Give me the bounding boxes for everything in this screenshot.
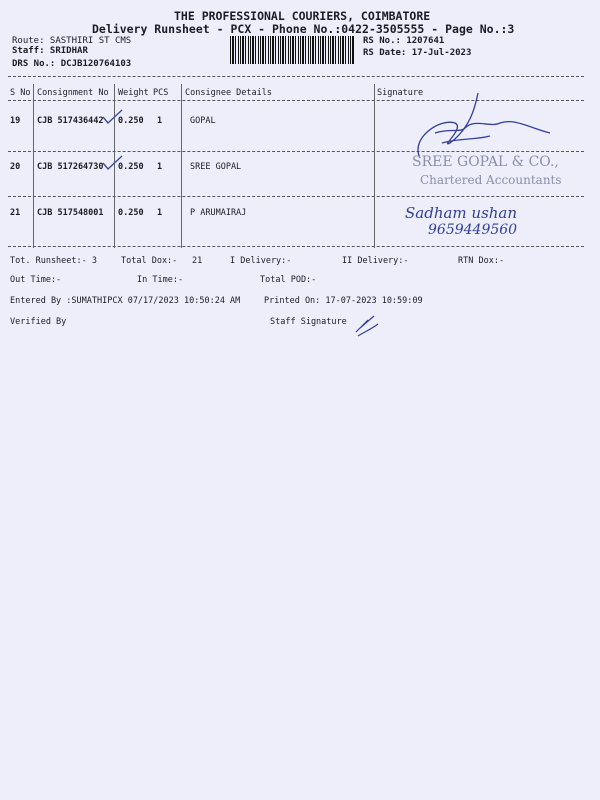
column-divider <box>181 84 182 248</box>
in-time: In Time:- <box>137 275 184 285</box>
drs-number: DRS No.: DCJB120764103 <box>12 59 132 69</box>
barcode-image <box>230 36 354 64</box>
staff-label: Staff: SRIDHAR <box>12 46 88 56</box>
row-weight: 0.250 <box>118 116 144 126</box>
table-top-rule <box>8 76 584 77</box>
i-delivery: I Delivery:- <box>230 256 292 266</box>
check-mark-icon <box>100 154 124 172</box>
column-header-consignee: Consignee Details <box>185 88 272 98</box>
row-sno: 19 <box>10 116 21 126</box>
column-divider <box>33 84 34 248</box>
rs-number: RS No.: 1207641 <box>363 36 445 46</box>
company-title: THE PROFESSIONAL COURIERS, COIMBATORE <box>174 9 431 23</box>
column-header-signature: Signature <box>377 88 424 98</box>
row-pcs: 1 <box>157 162 163 172</box>
rs-date: RS Date: 17-Jul-2023 <box>363 48 472 58</box>
row-consignment: CJB 517548001 <box>37 208 104 218</box>
row-consignment: CJB 517436442 <box>37 116 104 126</box>
row-separator <box>8 196 584 197</box>
route-label: Route: SASTHIRI ST CMS <box>12 36 132 46</box>
entered-by: Entered By :SUMATHIPCX 07/17/2023 10:50:24 AM <box>10 296 241 306</box>
stamp-firm-name: SREE GOPAL & CO., <box>412 154 559 170</box>
printed-on: Printed On: 17-07-2023 10:59:09 <box>264 296 423 306</box>
total-pod: Total POD:- <box>260 275 317 285</box>
row-consignee: SREE GOPAL <box>190 162 242 172</box>
row-consignee: P ARUMAIRAJ <box>190 208 247 218</box>
stamp-subtitle: Chartered Accountants <box>420 173 562 187</box>
ii-delivery: II Delivery:- <box>342 256 409 266</box>
handwritten-phone: 9659449560 <box>428 222 518 238</box>
row-consignment: CJB 517264730 <box>37 162 104 172</box>
row-consignee: GOPAL <box>190 116 216 126</box>
column-header-pcs: PCS <box>153 88 169 98</box>
row-sno: 20 <box>10 162 21 172</box>
column-header-consignment: Consignment No <box>37 88 109 98</box>
check-mark-icon <box>100 108 124 126</box>
column-header-weight: Weight <box>118 88 149 98</box>
out-time: Out Time:- <box>10 275 62 285</box>
handwritten-name: Sadham ushan <box>405 204 518 222</box>
column-divider <box>374 84 375 248</box>
row-pcs: 1 <box>157 116 163 126</box>
staff-signature-icon <box>352 312 382 340</box>
table-bottom-rule <box>8 246 584 247</box>
staff-signature-label: Staff Signature <box>270 317 347 327</box>
runsheet-subtitle: Delivery Runsheet - PCX - Phone No.:0422-3505555 - Page No.:3 <box>92 22 515 36</box>
column-header-sno: S No <box>10 88 31 98</box>
total-dox-label: Total Dox:- <box>121 256 178 266</box>
row-sno: 21 <box>10 208 21 218</box>
verified-by: Verified By <box>10 317 67 327</box>
total-runsheet: Tot. Runsheet:- 3 <box>10 256 97 266</box>
rtn-dox: RTN Dox:- <box>458 256 505 266</box>
row-weight: 0.250 <box>118 162 144 172</box>
row-pcs: 1 <box>157 208 163 218</box>
row-weight: 0.250 <box>118 208 144 218</box>
total-dox-value: 21 <box>192 256 203 266</box>
